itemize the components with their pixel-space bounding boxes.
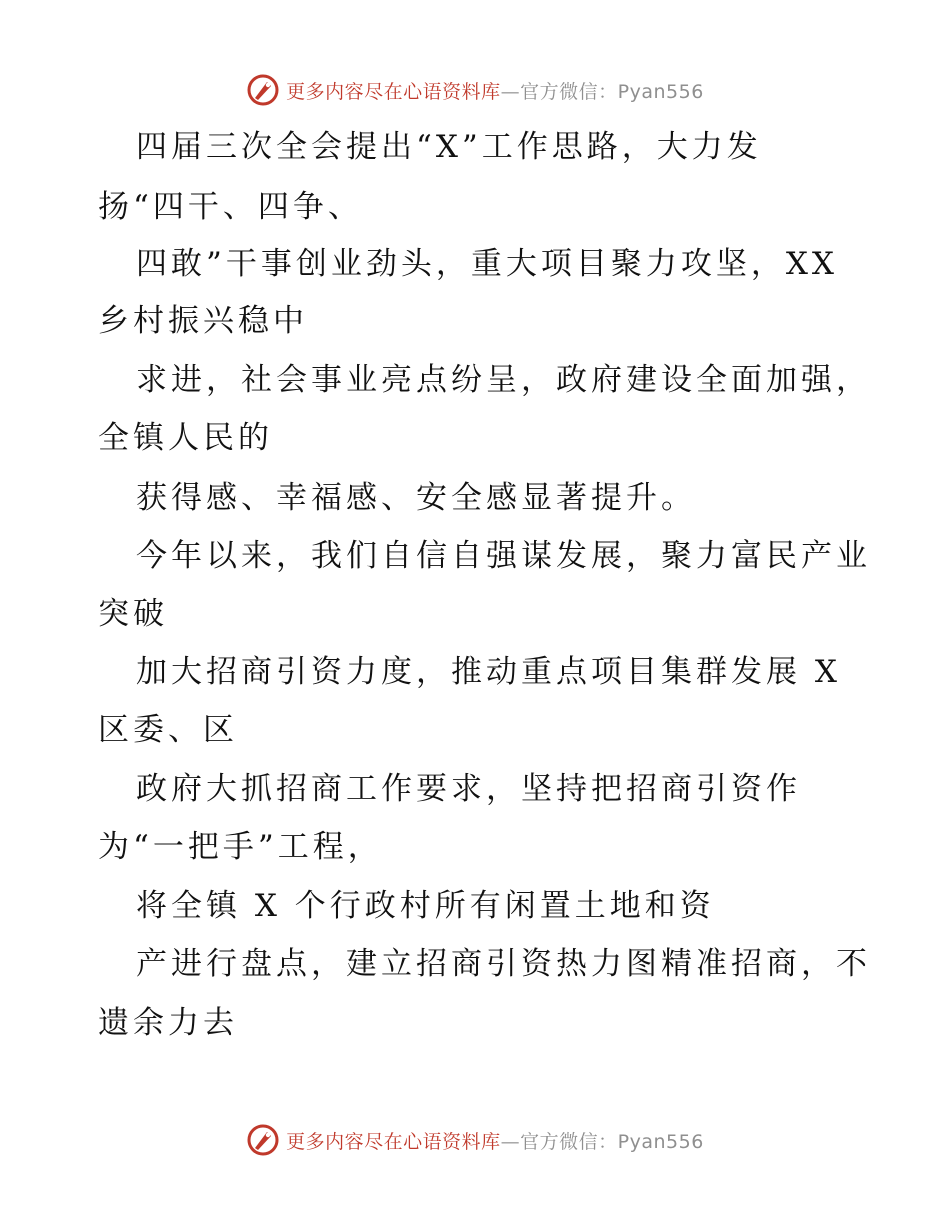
body-line: 将全镇 X 个行政村所有闲置土地和资: [136, 888, 715, 924]
body-line: 乡村振兴稳中: [98, 303, 308, 339]
body-line: 加大招商引资力度，推动重点项目集群发展 X: [136, 654, 841, 690]
body-line: 遗余力去: [98, 1005, 238, 1041]
body-line: 区委、区: [98, 712, 238, 748]
body-line: 今年以来，我们自信自强谋发展，聚力富民产业: [136, 538, 871, 574]
body-line: 获得感、幸福感、安全感显著提升。: [136, 480, 696, 516]
body-line: 产进行盘点，建立招商引资热力图精准招商，不: [136, 946, 871, 982]
body-line: 为“一把手”工程，: [98, 829, 383, 865]
body-line: 四届三次全会提出“X”工作思路，大力发: [136, 129, 762, 165]
pen-nib-circle-icon: [246, 1123, 280, 1157]
pen-nib-circle-icon: [246, 73, 280, 107]
body-line: 全镇人民的: [98, 420, 273, 456]
header-banner-text: [286, 77, 704, 104]
body-line: 求进，社会事业亮点纷呈，政府建设全面加强，: [136, 362, 871, 398]
footer-banner-text: [286, 1127, 704, 1154]
header-banner: [0, 70, 950, 110]
header-banner-separator: —: [500, 80, 521, 103]
body-line: 扬“四干、四争、: [98, 189, 363, 225]
header-banner-main: 更多内容尽在心语资料库: [286, 80, 501, 103]
body-line: 四敢”干事创业劲头，重大项目聚力攻坚，XX: [136, 246, 838, 282]
footer-banner-main: 更多内容尽在心语资料库: [286, 1130, 501, 1153]
header-banner-wechat: 官方微信：Pyan556: [520, 80, 704, 103]
footer-banner-separator: —: [500, 1130, 521, 1153]
body-line: 政府大抓招商工作要求，坚持把招商引资作: [136, 771, 801, 807]
footer-banner-wechat: 官方微信：Pyan556: [520, 1130, 704, 1153]
footer-banner: [0, 1120, 950, 1160]
body-line: 突破: [98, 596, 168, 632]
